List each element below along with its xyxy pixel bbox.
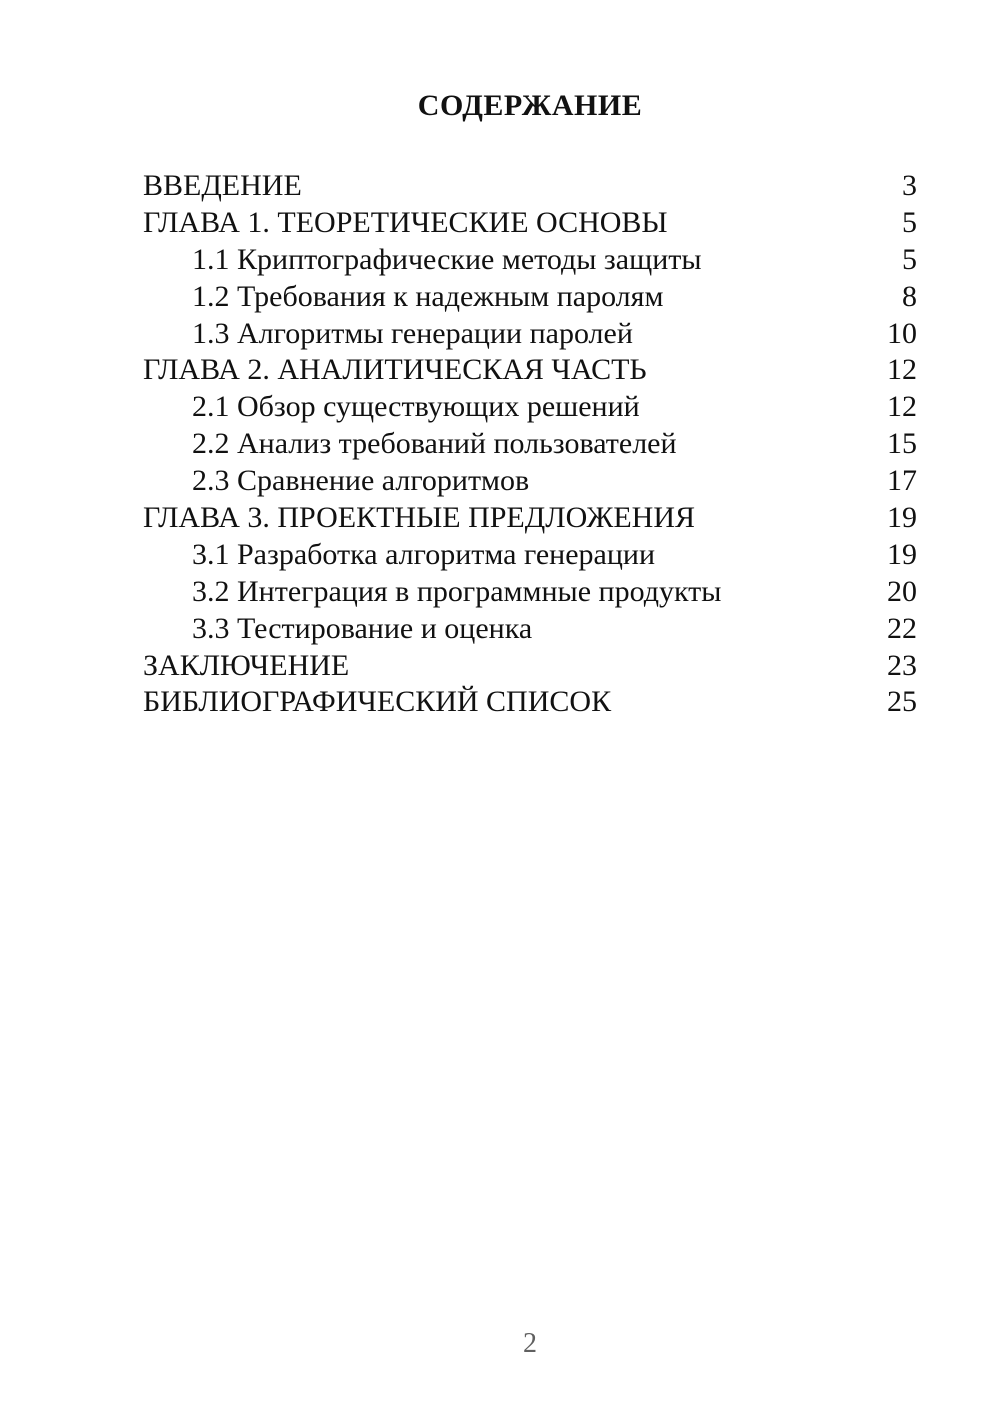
page-number: 2: [523, 1328, 537, 1359]
toc-row: [143, 574, 917, 611]
toc-row: [143, 352, 917, 389]
table-of-contents: [143, 168, 917, 721]
toc-entry-label: 2.1 Обзор существующих решений: [192, 390, 640, 424]
toc-row: [143, 279, 917, 316]
toc-entry-label: 1.3 Алгоритмы генерации паролей: [192, 316, 633, 350]
toc-entry-page: 22: [887, 611, 917, 645]
toc-entry-label: ГЛАВА 1. ТЕОРЕТИЧЕСКИЕ ОСНОВЫ: [143, 205, 668, 239]
toc-entry-label: 3.2 Интеграция в программные продукты: [192, 574, 722, 608]
toc-entry-label: БИБЛИОГРАФИЧЕСКИЙ СПИСОК: [143, 685, 612, 719]
toc-row: [143, 611, 917, 648]
toc-entry-label: ГЛАВА 2. АНАЛИТИЧЕСКАЯ ЧАСТЬ: [143, 353, 647, 387]
toc-entry-page: 5: [902, 242, 917, 276]
toc-entry-page: 15: [887, 427, 917, 461]
toc-entry-label: 1.1 Криптографические методы защиты: [192, 242, 702, 276]
toc-entry-label: 3.1 Разработка алгоритма генерации: [192, 537, 656, 571]
toc-row: [143, 205, 917, 242]
toc-entry-label: 2.2 Анализ требований пользователей: [192, 427, 677, 461]
toc-entry-page: 17: [887, 464, 917, 498]
toc-row: [143, 316, 917, 353]
toc-entry-label: ВВЕДЕНИЕ: [143, 169, 302, 202]
toc-row: [143, 242, 917, 279]
toc-entry-page: 10: [887, 316, 917, 350]
toc-entry-page: 19: [887, 537, 917, 571]
toc-entry-page: 23: [887, 648, 917, 682]
toc-entry-label: ГЛАВА 3. ПРОЕКТНЫЕ ПРЕДЛОЖЕНИЯ: [143, 501, 696, 535]
toc-entry-label: 2.3 Сравнение алгоритмов: [192, 464, 530, 498]
toc-entry-page: 12: [887, 390, 917, 424]
toc-entry-label: 3.3 Тестирование и оценка: [192, 611, 533, 645]
toc-row: [143, 168, 917, 205]
toc-entry-page: 25: [887, 685, 917, 719]
toc-entry-page: 8: [902, 279, 917, 313]
toc-entry-page: 5: [902, 205, 917, 239]
toc-row: [143, 500, 917, 537]
toc-row: [143, 537, 917, 574]
toc-entry-page: 12: [887, 353, 917, 387]
toc-row: [143, 684, 917, 721]
toc-entry-label: ЗАКЛЮЧЕНИЕ: [143, 648, 350, 682]
toc-entry-page: 3: [902, 169, 917, 202]
toc-row: [143, 389, 917, 426]
toc-entry-page: 19: [887, 501, 917, 535]
toc-row: [143, 463, 917, 500]
toc-row: [143, 648, 917, 685]
toc-entry-label: 1.2 Требования к надежным паролям: [192, 279, 664, 313]
toc-row: [143, 426, 917, 463]
page-title: СОДЕРЖАНИЕ: [417, 89, 643, 122]
toc-entry-page: 20: [887, 574, 917, 608]
